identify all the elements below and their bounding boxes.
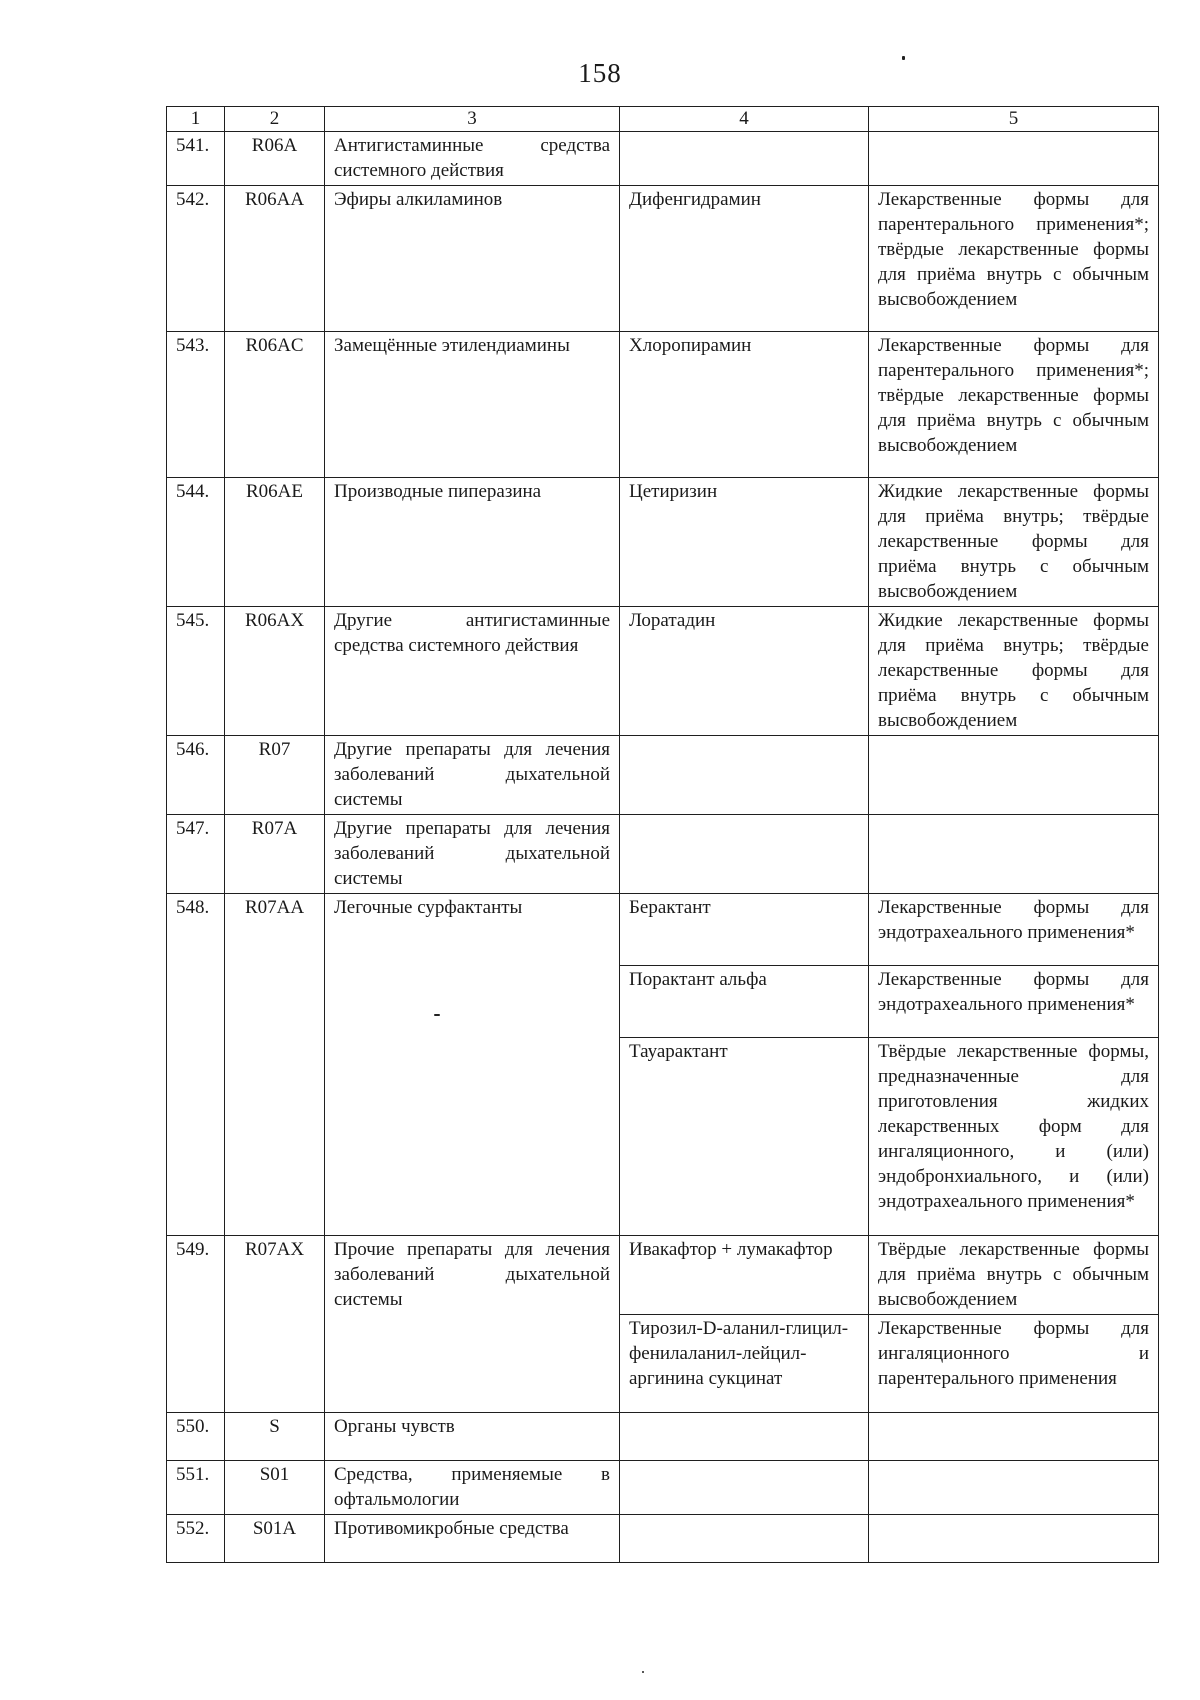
dosage-form: Лекарственные формы для эндотрахеального применения*	[869, 894, 1159, 966]
column-header-3: 3	[325, 107, 620, 132]
drug-name-cell	[620, 1515, 869, 1563]
drug-name: Цетиризин	[620, 478, 869, 607]
atc-code: R07AA	[225, 894, 325, 1236]
drug-name: Лоратадин	[620, 607, 869, 736]
dosage-form: Лекарственные формы для ингаляционного и парентерального применения	[869, 1315, 1159, 1413]
table-row	[167, 815, 1159, 894]
atc-code: R06AE	[225, 478, 325, 607]
dosage-form: Лекарственные формы для парентерального применения*; твёрдые лекарственные формы для приёма внутрь с обычным высвобождением	[869, 186, 1159, 332]
atc-group-name: Прочие препараты для лечения заболеваний дыхательной системы	[325, 1236, 620, 1413]
row-number: 543.	[167, 332, 225, 478]
atc-code: R07AX	[225, 1236, 325, 1413]
row-number: 541.	[167, 132, 225, 186]
dosage-form-cell	[869, 1461, 1159, 1515]
table-row	[167, 1413, 1159, 1461]
row-number: 545.	[167, 607, 225, 736]
row-number: 550.	[167, 1413, 225, 1461]
atc-code: R06A	[225, 132, 325, 186]
row-number: 552.	[167, 1515, 225, 1563]
row-number: 549.	[167, 1236, 225, 1413]
atc-group-name: Другие препараты для лечения заболеваний дыхательной системы	[325, 736, 620, 815]
dosage-form: Лекарственные формы для парентерального применения*; твёрдые лекарственные формы для приёма внутрь с обычным высвобождением	[869, 332, 1159, 478]
dosage-form-cell	[869, 815, 1159, 894]
atc-code: R06AX	[225, 607, 325, 736]
drug-name-cell	[620, 1413, 869, 1461]
drug-name: Порактант альфа	[620, 966, 869, 1038]
column-header-5: 5	[869, 107, 1159, 132]
drug-name: Дифенгидрамин	[620, 186, 869, 332]
dosage-form: Лекарственные формы для эндотрахеального применения*	[869, 966, 1159, 1038]
table-row	[167, 186, 1159, 332]
atc-code: R07	[225, 736, 325, 815]
atc-code: R06AA	[225, 186, 325, 332]
row-number: 547.	[167, 815, 225, 894]
atc-group-name: Эфиры алкиламинов	[325, 186, 620, 332]
dosage-form: Жидкие лекарственные формы для приёма внутрь; твёрдые лекарственные формы для приёма внутрь с обычным высвобождением	[869, 478, 1159, 607]
drug-name-cell	[620, 815, 869, 894]
dosage-form-cell	[869, 736, 1159, 815]
atc-group-name: Другие антигистаминные средства системного действия	[325, 607, 620, 736]
table-header-row	[167, 107, 1159, 132]
column-header-1: 1	[167, 107, 225, 132]
table-row	[167, 332, 1159, 478]
table-row	[167, 478, 1159, 607]
scan-speck	[642, 1671, 644, 1673]
drug-name: Ивакафтор + лумакафтор	[620, 1236, 869, 1315]
atc-code: S01	[225, 1461, 325, 1515]
column-header-4: 4	[620, 107, 869, 132]
page-number: 158	[578, 58, 622, 88]
dosage-form-cell	[869, 1413, 1159, 1461]
drug-name-cell	[620, 132, 869, 186]
atc-group-name: Другие препараты для лечения заболеваний дыхательной системы	[325, 815, 620, 894]
row-number: 544.	[167, 478, 225, 607]
drug-name-cell	[620, 1461, 869, 1515]
table-row	[167, 1461, 1159, 1515]
table-row	[167, 894, 1159, 966]
atc-group-name: Производные пиперазина	[325, 478, 620, 607]
atc-group-name: Противомикробные средства	[325, 1515, 620, 1563]
row-number: 551.	[167, 1461, 225, 1515]
row-number: 542.	[167, 186, 225, 332]
atc-code: S	[225, 1413, 325, 1461]
scan-speck	[902, 56, 905, 60]
drug-name: Тауарактант	[620, 1038, 869, 1236]
dosage-form: Твёрдые лекарственные формы для приёма внутрь с обычным высвобождением	[869, 1236, 1159, 1315]
table-row	[167, 607, 1159, 736]
table-row	[167, 736, 1159, 815]
dosage-form-cell	[869, 1515, 1159, 1563]
row-number: 548.	[167, 894, 225, 1236]
drug-name-cell	[620, 736, 869, 815]
atc-code: R06AC	[225, 332, 325, 478]
table-row	[167, 1515, 1159, 1563]
atc-group-name: Легочные сурфактанты	[325, 894, 620, 1236]
column-header-2: 2	[225, 107, 325, 132]
drug-name: Хлоропирамин	[620, 332, 869, 478]
table-row	[167, 1236, 1159, 1315]
atc-code: S01A	[225, 1515, 325, 1563]
atc-group-name: Органы чувств	[325, 1413, 620, 1461]
table-row	[167, 132, 1159, 186]
dosage-form: Жидкие лекарственные формы для приёма внутрь; твёрдые лекарственные формы для приёма внутрь с обычным высвобождением	[869, 607, 1159, 736]
atc-code: R07A	[225, 815, 325, 894]
drug-name: Тирозил-D-аланил-глицил-фенилаланил-лейцил-аргинина сукцинат	[620, 1315, 869, 1413]
dosage-form-cell	[869, 132, 1159, 186]
drug-list-table	[166, 106, 1159, 1563]
atc-group-name: Антигистаминные средства системного действия	[325, 132, 620, 186]
atc-group-name: Замещённые этилендиамины	[325, 332, 620, 478]
row-number: 546.	[167, 736, 225, 815]
drug-name: Берактант	[620, 894, 869, 966]
atc-group-name: Средства, применяемые в офтальмологии	[325, 1461, 620, 1515]
dosage-form: Твёрдые лекарственные формы, предназначенные для приготовления жидких лекарственных форм для ингаляционного, и (или) эндобронхиального, и (или) эндотрахеального применения*	[869, 1038, 1159, 1236]
